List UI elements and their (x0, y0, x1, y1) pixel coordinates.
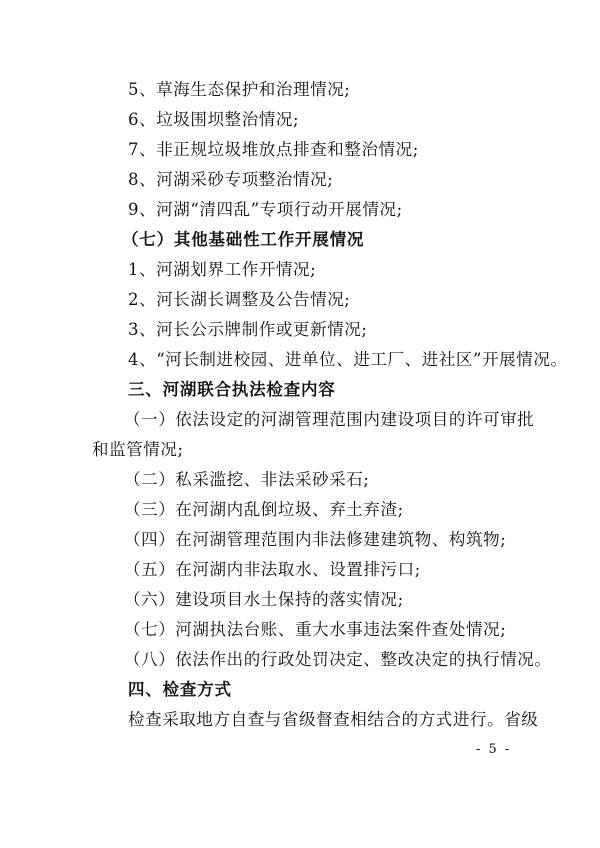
section-heading-7-basic-work: （七）其他基础性工作开展情况 (122, 230, 365, 249)
list-item-1-demarcation: 1、河湖划界工作开情况; (128, 260, 317, 279)
paragraph-8-penalty-execution: （八）依法作出的行政处罚决定、整改决定的执行情况。 (124, 650, 552, 669)
paragraph-inspection-method: 检查采取地方自查与省级督查相结合的方式进行。省级 (128, 710, 539, 729)
paragraph-4-illegal-construction: （四）在河湖管理范围内非法修建建筑物、构筑物; (124, 530, 507, 549)
paragraph-2-illegal-mining: （二）私采滥挖、非法采砂采石; (124, 470, 370, 489)
paragraph-6-soil-conservation: （六）建设项目水土保持的落实情况; (124, 590, 404, 609)
list-item-7-informal-garbage: 7、非正规垃圾堆放点排查和整治情况; (128, 140, 419, 159)
list-item-2-chief-adjustment: 2、河长湖长调整及公告情况; (128, 290, 351, 309)
paragraph-1-continuation: 和监管情况; (92, 440, 184, 459)
list-item-5-caohai: 5、草海生态保护和治理情况; (128, 80, 351, 99)
list-item-4-campus-campaign: 4、“河长制进校园、进单位、进工厂、进社区”开展情况。 (128, 350, 568, 369)
section-heading-4-inspection-method: 四、检查方式 (128, 680, 232, 699)
list-item-6-garbage-dam: 6、垃圾围坝整治情况; (128, 110, 300, 129)
paragraph-5-water-intake: （五）在河湖内非法取水、设置排污口; (124, 560, 421, 579)
paragraph-3-dumping: （三）在河湖内乱倒垃圾、弃土弃渣; (124, 500, 404, 519)
page-number: - 5 - (476, 742, 512, 757)
section-heading-3-joint-enforcement: 三、河湖联合执法检查内容 (128, 380, 336, 399)
list-item-8-sand-mining: 8、河湖采砂专项整治情况; (128, 170, 334, 189)
list-item-9-four-chaos: 9、河湖“清四乱”专项行动开展情况; (128, 200, 403, 219)
paragraph-7-enforcement-ledger: （七）河湖执法台账、重大水事违法案件查处情况; (124, 620, 507, 639)
paragraph-1-permit-approval: （一）依法设定的河湖管理范围内建设项目的许可审批 (124, 410, 535, 429)
list-item-3-notice-board: 3、河长公示牌制作或更新情况; (128, 320, 368, 339)
